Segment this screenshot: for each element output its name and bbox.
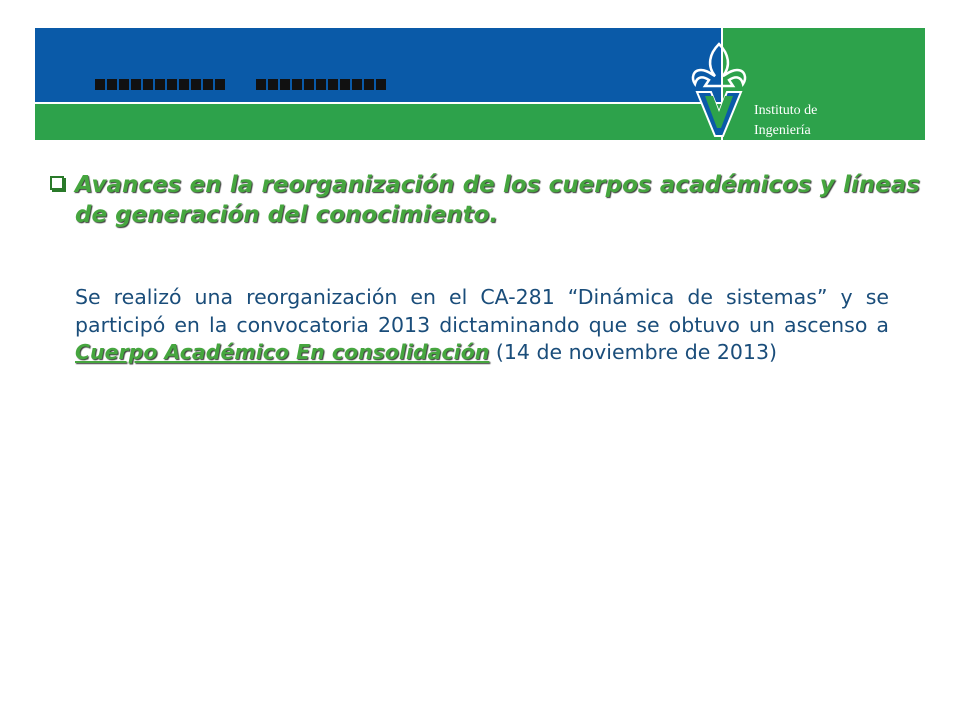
body-paragraph [75, 284, 889, 367]
slide-header [35, 28, 925, 140]
institute-name: Instituto de Ingeniería [754, 103, 818, 138]
bullet-item [50, 170, 920, 230]
checkbox-bullet-icon [50, 176, 64, 190]
academic-body-highlight: Cuerpo Académico En consolidación [75, 340, 490, 364]
bullet-heading: Avances en la reorganización de los cuerpos académicos y líneas de generación del conocimiento. [75, 172, 920, 228]
body-text-after: (14 de noviembre de 2013) [489, 340, 778, 364]
body-text-before: Se realizó una reorganización en el CA-281 “Dinámica de sistemas” y se participó en la convocatoria 2013 dictaminando que se obtuvo un ascenso a [75, 285, 889, 337]
fleur-de-lis-v-logo-icon [687, 40, 751, 140]
header-subtitle [95, 78, 388, 94]
header-green-band [35, 104, 721, 140]
